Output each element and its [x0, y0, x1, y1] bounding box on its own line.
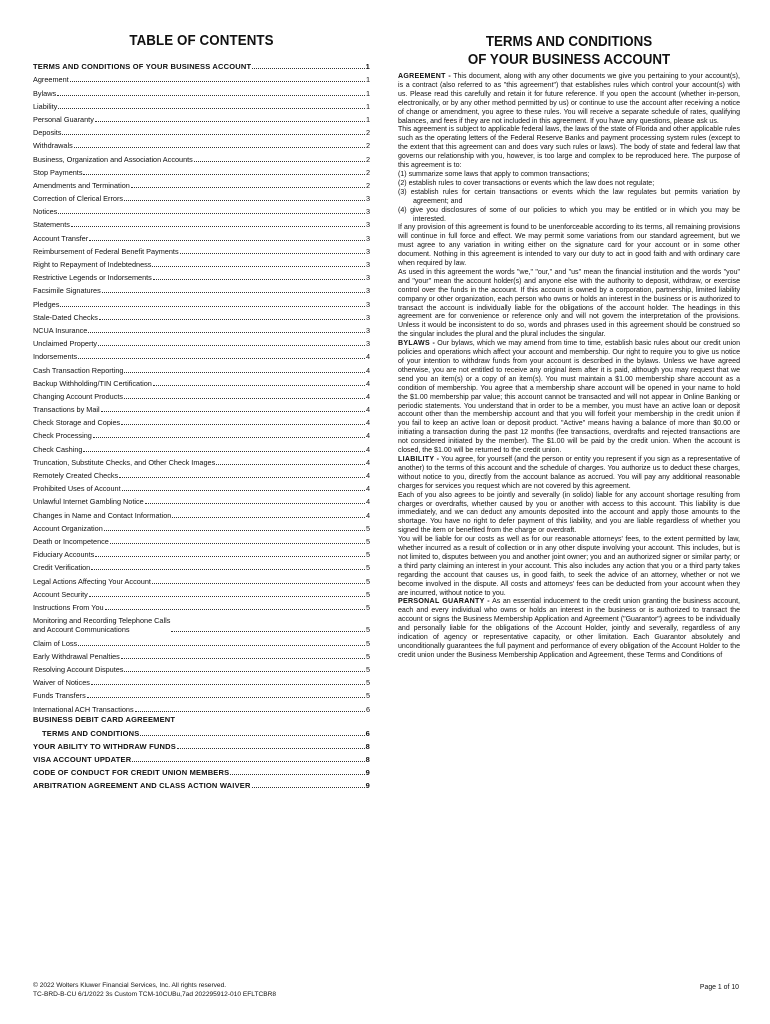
- toc-entry-label: Statements: [33, 220, 70, 230]
- toc-entry: [33, 164, 370, 177]
- toc-leader-dots: [124, 398, 365, 399]
- toc-leader-dots: [99, 319, 365, 320]
- toc-entry-label: Liability: [33, 101, 58, 111]
- toc-leader-dots: [135, 711, 365, 712]
- toc-entry-label: Stop Payments: [33, 167, 83, 177]
- toc-entry-page: 8: [365, 755, 370, 765]
- toc-entry-label: Death or Incompetence: [33, 536, 109, 546]
- toc-entry: [33, 414, 370, 427]
- page-number: Page 1 of 10: [699, 984, 739, 991]
- toc-entry: [33, 506, 370, 519]
- toc-entry-label: Reimbursement of Federal Benefit Payments: [33, 246, 179, 256]
- toc-leader-dots: [70, 81, 365, 82]
- toc-leader-dots: [83, 174, 364, 175]
- toc-entry-page: 5: [365, 563, 370, 573]
- toc-entry: [33, 348, 370, 361]
- toc-leader-dots: [153, 385, 365, 386]
- toc-entry: [33, 612, 370, 635]
- toc-entry-label: Changes in Name and Contact Information: [33, 510, 172, 520]
- toc-entry-page: 3: [365, 325, 370, 335]
- toc-leader-dots: [171, 631, 365, 632]
- toc-leader-dots: [101, 411, 365, 412]
- agreement-text-3: If any provision of this agreement is found to be unenforceable according to its terms, all remaining provisions will continue in full force and effect. We may permit some variations from our standard agreement, but we must agree to any variation in writing either on the signature card for your account or in some other document. Nothing in this agreement is intended to vary our duty to act in good faith and with ordinary care when required by law.: [398, 224, 740, 268]
- toc-entry-page: 5: [365, 678, 370, 688]
- terms-title: [412, 33, 727, 69]
- toc-entry-label: Waiver of Notices: [33, 678, 90, 688]
- toc-entry-page: 5: [365, 550, 370, 560]
- terms-and-conditions: [398, 33, 740, 661]
- toc-leader-dots: [102, 292, 365, 293]
- toc-entry: [33, 375, 370, 388]
- toc-entry-page: 4: [365, 457, 370, 467]
- toc-entry-page: 3: [365, 260, 370, 269]
- toc-entry-page: 4: [365, 471, 370, 480]
- toc-entry-label: VISA ACCOUNT UPDATER: [33, 755, 132, 765]
- toc-entry-label: Stale-Dated Checks: [33, 312, 98, 322]
- toc-entry-page: 5: [365, 576, 370, 586]
- toc-entry: [33, 661, 370, 674]
- toc-title: TABLE OF CONTENTS: [129, 33, 274, 49]
- toc-entry: [33, 84, 370, 97]
- purpose-item: (1) summarize some laws that apply to common transactions;: [398, 170, 590, 178]
- toc-leader-dots: [145, 503, 365, 504]
- guaranty-paragraph: [398, 598, 740, 660]
- toc-entry: [33, 111, 370, 124]
- toc-entry-page: 2: [365, 154, 370, 164]
- toc-entry-label: Monitoring and Recording Telephone Calls and Account Communications: [33, 616, 171, 635]
- toc-entry-label: Backup Withholding/TIN Certification: [33, 378, 152, 388]
- toc-leader-dots: [177, 748, 365, 749]
- toc-entry: [33, 309, 370, 322]
- toc-entry-label: Changing Account Products: [33, 391, 124, 401]
- toc-entry: [33, 572, 370, 585]
- toc-leader-dots: [74, 147, 365, 148]
- toc-leader-dots: [121, 424, 365, 425]
- toc-leader-dots: [98, 345, 365, 346]
- toc-entry-page: 4: [365, 510, 370, 520]
- toc-entry: [33, 388, 370, 401]
- toc-entry-page: 2: [365, 141, 370, 151]
- agreement-paragraph: [398, 73, 740, 126]
- liability-heading: LIABILITY -: [398, 455, 440, 463]
- toc-entry-label: Right to Repayment of Indebtedness: [33, 260, 152, 269]
- toc-entry-page: 5: [365, 651, 370, 661]
- toc-leader-dots: [89, 240, 365, 241]
- toc-entry: [33, 599, 370, 612]
- toc-entry-label: Credit Verification: [33, 563, 91, 573]
- toc-entry-label: Business, Organization and Association Accounts: [33, 154, 193, 164]
- footer-legal: [33, 982, 276, 999]
- toc-leader-dots: [252, 787, 365, 788]
- toc-entry: [33, 687, 370, 700]
- toc-entry-page: 4: [365, 391, 370, 401]
- toc-entry-label: Indorsements: [33, 352, 78, 362]
- toc-entry-page: 1: [365, 88, 370, 98]
- toc-entry-page: 1: [365, 62, 370, 72]
- toc-leader-dots: [105, 609, 365, 610]
- toc-entry-page: 4: [365, 352, 370, 362]
- toc-entry-label: Restrictive Legends or Indorsements: [33, 273, 152, 283]
- agreement-text-2: This agreement is subject to applicable federal laws, the laws of the state of Florida and other applicable rules such as the operating letters of the Federal Reserve Banks and payment processing system rules (except to the extent that this agreement can and does vary such rules or laws). The body of state and federal law that governs our relationship with you, however, is too large and complex to be reproduced here. The purpose of this agreement is to:: [398, 126, 740, 170]
- toc-entry-page: 1: [365, 101, 370, 111]
- toc-entry-label: CODE OF CONDUCT FOR CREDIT UNION MEMBERS: [33, 768, 230, 778]
- toc-entry: [33, 190, 370, 203]
- agreement-heading: AGREEMENT -: [398, 73, 451, 80]
- toc-heading-debit-card: BUSINESS DEBIT CARD AGREEMENT: [33, 714, 176, 724]
- toc-entry-page: 8: [365, 741, 370, 751]
- toc-entry-label: NCUA Insurance: [33, 325, 88, 335]
- toc-entry: [33, 322, 370, 335]
- toc-entry-page: 3: [365, 233, 370, 243]
- toc-entry-page: 4: [365, 484, 370, 494]
- toc-entry: [33, 634, 370, 647]
- toc-entry-page: 3: [365, 194, 370, 204]
- toc-entry: [33, 282, 370, 295]
- toc-entry-page: 3: [365, 246, 370, 256]
- toc-list-after: [33, 725, 370, 791]
- toc-entry: [33, 137, 370, 150]
- toc-leader-dots: [57, 95, 365, 96]
- toc-leader-dots: [194, 161, 365, 162]
- toc-leader-dots: [124, 200, 365, 201]
- toc-leader-dots: [78, 645, 365, 646]
- toc-entry-page: 6: [365, 728, 370, 738]
- toc-entry: [33, 546, 370, 559]
- agreement-text-1: This document, along with any other documents we give you pertaining to your account(s), is a contract (also referred to as "this agreement") that establishes rules which control your account(s) with us. Please read this carefully and retain it for future reference. If you open the account (whether in-person, electronically, or by any other method permitted by us) or continue to use the account after receiving a notice of change or amendment, you agree to these rules. You will receive a separate schedule of rates, qualifying balances, and fees if they are not included in this agreement. If you have any questions, please ask us.: [398, 73, 740, 125]
- toc-entry-page: 2: [365, 167, 370, 177]
- terms-body: [398, 73, 740, 661]
- toc-leader-dots: [62, 134, 365, 135]
- toc-entry-label: YOUR ABILITY TO WITHDRAW FUNDS: [33, 741, 176, 751]
- toc-leader-dots: [252, 68, 364, 69]
- toc-leader-dots: [110, 543, 365, 544]
- toc-entry: [33, 764, 370, 777]
- toc-entry-page: 4: [365, 405, 370, 415]
- toc-entry: [33, 493, 370, 506]
- toc-entry: [33, 586, 370, 599]
- toc-leader-dots: [104, 530, 365, 531]
- toc-leader-dots: [78, 358, 365, 359]
- toc-entry-label: Check Storage and Copies: [33, 418, 121, 428]
- toc-entry-label: Legal Actions Affecting Your Account: [33, 576, 151, 586]
- toc-entry: [33, 559, 370, 572]
- toc-entry-page: 3: [365, 299, 370, 309]
- toc-entry: [33, 58, 370, 71]
- toc-leader-dots: [88, 332, 365, 333]
- toc-entry-page: 4: [365, 497, 370, 507]
- toc-leader-dots: [58, 213, 365, 214]
- toc-entry-label: Fiduciary Accounts: [33, 550, 95, 560]
- toc-entry: [33, 454, 370, 467]
- footer-form-code: TC-BRD-B-CU 6/1/2022 3s Custom TCM-10CUBu,7ad 202295912-010 EFLTCBR8: [33, 990, 277, 998]
- toc-entry: [33, 533, 370, 546]
- toc-leader-dots: [124, 372, 364, 373]
- liability-text-1: You agree, for yourself (and the person or entity you represent if you sign as a representative of another) to the terms of this account and the schedule of charges. You authorize us to deduct these charges, without notice to you, directly from the account balance as accrued. You will pay any additional reasonable charges for services you request which are not covered by this agreement.: [398, 455, 740, 490]
- toc-leader-dots: [131, 187, 365, 188]
- toc-leader-dots: [172, 517, 365, 518]
- footer-copyright: © 2022 Wolters Kluwer Financial Services, Inc. All rights reserved.: [33, 982, 227, 989]
- toc-entry-page: 4: [365, 431, 370, 441]
- toc-leader-dots: [119, 477, 365, 478]
- toc-leader-dots: [89, 596, 365, 597]
- toc-leader-dots: [140, 735, 364, 736]
- liability-text-2: Each of you also agrees to be jointly and severally (in solido) liable for any account shortage resulting from charges or overdrafts, whether caused by you or another with access to this account. This liability is due immediately, and we can deduct any amounts deposited into the account and apply those amounts to the shortage. You have no right to defer payment of this liability, and you are liable regardless of whether you signed the item or benefited from the charge or overdraft.: [398, 491, 740, 535]
- toc-entry-label: Resolving Account Disputes: [33, 664, 124, 674]
- agreement-text-4: As used in this agreement the words "we," "our," and "us" mean the financial institution and the words "you" and "your" mean the account holder(s) and anyone else with the authority to deposit, withdraw, or exercise control over the funds in the account. If this account is owned by a corporation, partnership, limited liability company or other organization, each person who owns or holds an interest in the business or is authorized to transact the account is individually liable for the obligations of the account holder. The headings in this agreement are for convenience or reference only and will not govern the interpretation of the provisions. Unless it would be inconsistent to do so, words and phrases used in this agreement should be construed so the singular includes the plural and the plural includes the singular.: [398, 268, 740, 339]
- toc-entry: [33, 124, 370, 137]
- toc-entry-label: Check Cashing: [33, 444, 83, 454]
- toc-entry-page: 6: [365, 704, 370, 714]
- toc-entry-label: International ACH Transactions: [33, 704, 134, 714]
- toc-entry-page: 4: [365, 444, 370, 454]
- liability-text-3: You will be liable for our costs as well as for our reasonable attorneys' fees, to the extent permitted by law, whether incurred as a result of collection or in any other dispute involving your account. This includes, but is not limited to, disputes between you and another joint owner; you and an authorized signer or similar party; or a third party claiming an interest in your account. This also includes any action that you or a third party takes regarding the account that causes us, in good faith, to seek the advice of an attorney, whether or not we become involved in the dispute. All costs and attorneys' fees can be deducted from your account when they are incurred, without notice to you.: [398, 536, 740, 597]
- toc-entry: [33, 71, 370, 84]
- toc-entry-page: 3: [365, 339, 370, 349]
- toc-leader-dots: [153, 279, 365, 280]
- toc-leader-dots: [58, 108, 365, 109]
- toc-entry-page: 5: [365, 523, 370, 533]
- toc-entry: [33, 674, 370, 687]
- toc-entry-page: 1: [365, 114, 370, 124]
- toc-entry: [33, 480, 370, 493]
- toc-entry: [33, 335, 370, 348]
- purpose-item: (4) give you disclosures of some of our policies to which you may be entitled or in which you may be interested.: [398, 206, 740, 223]
- toc-leader-dots: [152, 583, 365, 584]
- toc-entry-label: Truncation, Substitute Checks, and Other Check Images: [33, 457, 216, 467]
- toc-entry: [33, 150, 370, 163]
- toc-entry-page: 4: [365, 365, 370, 375]
- toc-entry-label: Correction of Clerical Errors: [33, 194, 124, 204]
- toc-leader-dots: [87, 697, 365, 698]
- toc-entry: [33, 256, 370, 269]
- guaranty-text: As an essential inducement to the credit union granting the business account, each and every individual who owns or holds an interest in the business or is authorized to transact the account or signs the Business Membership Application and Agreement ("Guarantor") agrees to be individually and personally liable for the obligations of the Account Holder, jointly and severally, regardless of any indication of agency or representative capacity, or other limitation. Each Guarantor absolutely and unconditionally guarantees the full payment and performance of every obligation of the Account Holder to the credit union under the Business Membership Application and Agreement, these Terms and Conditions of: [398, 598, 741, 659]
- toc-entry: [33, 361, 370, 374]
- toc-leader-dots: [91, 569, 365, 570]
- toc-entry-label: Early Withdrawal Penalties: [33, 651, 120, 661]
- toc-entry-label: Cash Transaction Reporting: [33, 365, 124, 375]
- toc-entry-label: Prohibited Uses of Account: [33, 484, 121, 494]
- toc-entry-page: 2: [365, 128, 370, 138]
- toc-entry: [33, 700, 370, 713]
- toc-entry: [33, 738, 370, 751]
- guaranty-heading: PERSONAL GUARANTY -: [398, 598, 490, 606]
- table-of-contents: [33, 33, 370, 790]
- toc-entry-page: 5: [365, 625, 370, 635]
- toc-entry-page: 5: [365, 664, 370, 674]
- toc-entry: [33, 520, 370, 533]
- toc-entry-page: 5: [365, 638, 370, 648]
- toc-entry-page: 3: [365, 220, 370, 230]
- toc-entry: [33, 401, 370, 414]
- toc-entry-label: Account Transfer: [33, 233, 89, 243]
- purpose-item: (3) establish rules for certain transactions or events which the law regulates but permits variation by agreement; and: [398, 188, 740, 205]
- toc-entry-label: ARBITRATION AGREEMENT AND CLASS ACTION WAIVER: [33, 781, 251, 791]
- terms-title-line1: TERMS AND CONDITIONS: [485, 34, 653, 50]
- toc-entry-label: Pledges: [33, 299, 60, 309]
- toc-entry: [33, 98, 370, 111]
- toc-entry: [33, 440, 370, 453]
- toc-entry-page: 1: [365, 75, 370, 85]
- toc-entry-label: Unclaimed Property: [33, 339, 98, 349]
- toc-leader-dots: [95, 121, 365, 122]
- toc-entry: [33, 229, 370, 242]
- toc-leader-dots: [132, 761, 364, 762]
- toc-leader-dots: [93, 437, 365, 438]
- toc-leader-dots: [122, 490, 365, 491]
- toc-entry: [33, 243, 370, 256]
- toc-entry-label: Deposits: [33, 128, 62, 138]
- toc-entry-label: Amendments and Termination: [33, 180, 130, 190]
- toc-entry: [33, 177, 370, 190]
- toc-leader-dots: [95, 556, 365, 557]
- toc-entry-label: Funds Transfers: [33, 691, 86, 701]
- toc-entry-page: 4: [365, 418, 370, 428]
- toc-entry-label: Account Organization: [33, 523, 103, 533]
- toc-leader-dots: [124, 671, 364, 672]
- toc-leader-dots: [216, 464, 365, 465]
- toc-entry-label: Transactions by Mail: [33, 405, 100, 415]
- toc-entry-label: Bylaws: [33, 88, 57, 98]
- toc-entry: [33, 216, 370, 229]
- toc-entry-label: Remotely Created Checks: [33, 471, 119, 480]
- purpose-item: (2) establish rules to cover transactions or events which the law does not regulate;: [398, 179, 655, 187]
- toc-entry: [33, 467, 370, 480]
- toc-entry: [33, 751, 370, 764]
- toc-entry: [33, 427, 370, 440]
- toc-entry-page: 4: [365, 378, 370, 388]
- toc-entry-label: TERMS AND CONDITIONS: [42, 728, 140, 738]
- toc-entry-label: Agreement: [33, 75, 69, 85]
- toc-entry-page: 5: [365, 536, 370, 546]
- toc-entry: [33, 203, 370, 216]
- toc-entry-page: 9: [365, 768, 370, 778]
- toc-leader-dots: [60, 306, 365, 307]
- toc-entry-page: 3: [365, 273, 370, 283]
- toc-entry-page: 5: [365, 691, 370, 701]
- toc-entry-page: 9: [365, 781, 370, 791]
- toc-entry: [33, 777, 370, 790]
- toc-entry-label: Instructions From You: [33, 602, 104, 612]
- toc-list: [33, 58, 370, 714]
- toc-entry-label: Withdrawals: [33, 141, 73, 151]
- toc-entry-label: Personal Guaranty: [33, 114, 94, 124]
- toc-entry: [33, 269, 370, 282]
- toc-entry-label: Notices: [33, 207, 58, 217]
- toc-entry-label: Facsimile Signatures: [33, 286, 101, 296]
- toc-entry-label: TERMS AND CONDITIONS OF YOUR BUSINESS ACCOUNT: [33, 62, 252, 72]
- toc-entry-page: 3: [365, 286, 370, 296]
- bylaws-paragraph: [398, 340, 740, 456]
- toc-entry-page: 3: [365, 312, 370, 322]
- toc-entry: [33, 295, 370, 308]
- toc-entry-page: 3: [365, 207, 370, 217]
- liability-paragraph: [398, 456, 740, 492]
- toc-leader-dots: [121, 658, 365, 659]
- toc-leader-dots: [83, 451, 364, 452]
- toc-entry-label: Unlawful Internet Gambling Notice: [33, 497, 144, 507]
- toc-entry: [33, 648, 370, 661]
- toc-entry: [33, 725, 370, 738]
- toc-entry-page: 5: [365, 589, 370, 599]
- toc-entry-page: 2: [365, 180, 370, 190]
- toc-leader-dots: [91, 684, 365, 685]
- toc-leader-dots: [230, 774, 364, 775]
- bylaws-text: Our bylaws, which we may amend from time to time, establish basic rules about our credit union policies and operations which affect your account and membership. Our right to require you to give us notice of your intention to withdraw funds from your account is described in the bylaws. Unless we have agreed otherwise, you are not entitled to receive any original item after it is paid, although you may request that we send you an item(s) or a copy of an item(s). You must maintain a $1.00 membership share account as a condition of membership. You agree that a membership share account will be opened in your name to hold the $1.00 membership par value; this account cannot be transacted and will not appear in Online Banking or periodic statements. You understand that in order to be a member, you must have an active loan or deposit account other than the membership account and that you will forfeit your membership in the credit union if you fail to keep an active loan or deposit product. "Active" means having a balance of more than $0.00 or initiating a transaction during the past 12 months (fee transactions, overdrafts and rejected transactions are not considered initiated by the member). The $1.00 will be paid by the credit union. When the account is closed, the $1.00 will be returned to the credit union.: [398, 340, 740, 455]
- toc-leader-dots: [152, 266, 364, 267]
- toc-entry-label: Claim of Loss: [33, 638, 78, 648]
- toc-leader-dots: [71, 226, 365, 227]
- toc-entry-page: 5: [365, 602, 370, 612]
- terms-title-line2: OF YOUR BUSINESS ACCOUNT: [467, 52, 671, 68]
- toc-entry-label: Account Security: [33, 589, 88, 599]
- toc-leader-dots: [180, 253, 365, 254]
- bylaws-heading: BYLAWS -: [398, 340, 436, 348]
- toc-entry-label: Check Processing: [33, 431, 92, 441]
